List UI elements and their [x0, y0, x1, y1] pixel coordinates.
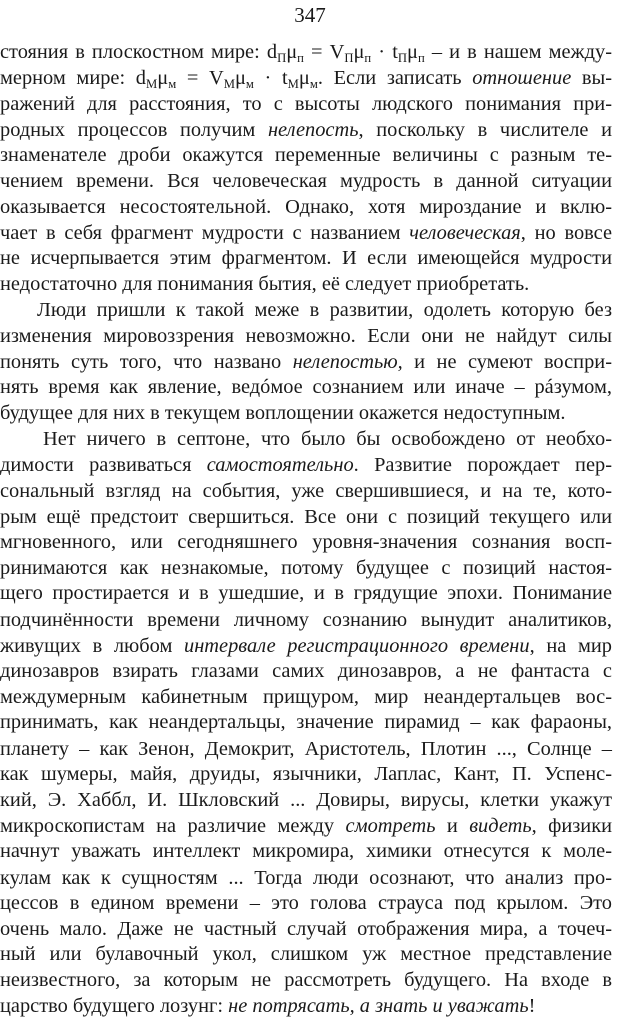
- text-line: [0, 528, 612, 556]
- text-span: кий, Э. Хаббл, И. Шкловский ... Довиры, вирусы, клетки укажут: [0, 789, 612, 812]
- text-span: живущих в любом: [0, 634, 184, 657]
- text-line: [0, 167, 612, 195]
- text-span: , на мир: [529, 634, 612, 657]
- text-line: [0, 116, 612, 144]
- text-span: сональный взгляд на события, уже свершившиеся, и на те, кото-: [0, 479, 612, 502]
- page-number: 347: [294, 3, 326, 27]
- text-span: будущее для них в текущем воплощении окажется недоступным.: [0, 402, 566, 425]
- text-span: μ: [286, 41, 298, 64]
- text-span: !: [528, 994, 536, 1017]
- text-line: [0, 554, 612, 582]
- text-line: [0, 606, 612, 634]
- text-line: [0, 864, 612, 892]
- text-span: оказывается несостоятельной. Однако, хотя мироздание и вклю-: [0, 195, 612, 218]
- text-span: димости развиваться: [0, 454, 207, 477]
- text-span: очень мало. Даже не частный случай отображения мира, а точеч-: [0, 918, 612, 941]
- italic-text: самостоятельно: [206, 454, 354, 477]
- text-span: = V: [176, 66, 224, 89]
- text-span: планету – как Зенон, Демокрит, Аристотель, Плотин ..., Солнце –: [0, 737, 612, 760]
- text-line: [0, 270, 612, 298]
- text-span: изменения мировоззрения невозможно. Если они не найдут силы: [0, 324, 612, 347]
- text-span: Люди пришли к такой меже в развитии, одолеть которую без: [37, 299, 612, 322]
- italic-text: нелепость: [267, 118, 359, 141]
- text-span: Нет ничего в септоне, что было бы освобождено от необхо-: [43, 428, 612, 451]
- text-line: [0, 837, 612, 865]
- text-line: [0, 244, 612, 272]
- text-line: [0, 966, 612, 994]
- text-span: = V: [303, 41, 345, 64]
- italic-text: нелепостью,: [292, 350, 403, 373]
- text-span: микроскопистам на различие между: [0, 815, 346, 838]
- text-span: не исчерпывается этим фрагментом. И если имеющейся мудрости: [0, 246, 612, 269]
- italic-text: интервале регистрационного времени: [184, 634, 530, 657]
- text-span: · t: [253, 66, 288, 89]
- text-span: стояния в плоскостном мире: d: [0, 41, 278, 64]
- text-line: [0, 219, 612, 247]
- text-line: [0, 786, 612, 814]
- subscript: П: [344, 51, 354, 66]
- text-line: [43, 425, 612, 453]
- text-line: [0, 141, 612, 169]
- subscript: п: [364, 51, 372, 66]
- text-span: μ: [157, 66, 169, 89]
- text-span: и не сумеют воспри-: [402, 350, 612, 373]
- text-span: , но вовсе: [520, 221, 612, 244]
- text-span: чением времени. Вся человеческая мудрость в данной ситуации: [0, 170, 612, 193]
- italic-text: отношение: [472, 66, 572, 89]
- text-line: [0, 38, 612, 66]
- text-line: [0, 735, 612, 763]
- text-line: [0, 451, 612, 479]
- text-line: [0, 503, 612, 531]
- subscript: м: [168, 76, 177, 91]
- text-span: , физики: [531, 815, 613, 838]
- italic-text: не потрясать, а знать и уважать: [228, 994, 529, 1017]
- text-span: и: [435, 815, 470, 838]
- subscript: м: [309, 76, 318, 91]
- text-line: [0, 579, 612, 607]
- subscript: м: [245, 76, 254, 91]
- text-span: . Развитие порождает пер-: [353, 454, 612, 477]
- text-line: [0, 812, 612, 840]
- text-span: вы-: [571, 66, 613, 89]
- text-span: родных процессов получим: [0, 118, 268, 141]
- text-span: междумерным кабинетным прищуром, мир неандертальцев вос-: [0, 686, 612, 709]
- subscript: М: [146, 76, 158, 91]
- text-line: [37, 296, 612, 324]
- text-span: μ: [353, 41, 365, 64]
- text-span: царство будущего лозунг:: [0, 994, 229, 1017]
- text-line: [0, 373, 612, 401]
- text-span: щего простирается и в ушедшие, и в грядущие эпохи. Понимание: [0, 582, 612, 605]
- text-span: принимать, как неандертальцы, значение пирамид – как фараоны,: [0, 711, 612, 734]
- text-line: [0, 348, 612, 376]
- italic-text: человеческая: [409, 221, 521, 244]
- text-span: – и в нашем между-: [424, 41, 613, 64]
- text-span: ражений для расстояния, то с высоты людского понимания при-: [0, 92, 612, 115]
- text-line: [0, 193, 612, 221]
- subscript: п: [297, 51, 304, 66]
- subscript: П: [277, 51, 287, 66]
- subscript: п: [417, 51, 425, 66]
- text-span: чает в себя фрагмент мудрости с названием: [0, 221, 410, 244]
- text-line: [0, 399, 612, 427]
- text-span: подчинённости времени личному сознанию вынудит аналитиков,: [0, 608, 612, 631]
- text-span: кулам как к сущностям ... Тогда люди осознают, что анализ про-: [0, 866, 612, 889]
- italic-text: смотреть: [345, 815, 436, 838]
- text-line: [0, 683, 612, 711]
- text-span: . Если записать: [317, 66, 473, 89]
- text-span: начнут уважать интеллект микромира, химики отнесутся к моле-: [0, 840, 612, 863]
- text-line: [0, 760, 612, 788]
- text-span: недостаточно для понимания бытия, её следует приобретать.: [0, 273, 530, 296]
- text-span: цессов в едином времени – это голова страуса под крылом. Это: [0, 891, 612, 914]
- text-line: [0, 632, 612, 660]
- text-line: [0, 64, 612, 92]
- text-span: ный или булавочный укол, слишком уж местное представление: [0, 943, 612, 966]
- text-span: знаменателе дроби окажутся переменные величины с разным те-: [0, 144, 612, 167]
- text-span: μ: [298, 66, 310, 89]
- text-line: [0, 915, 612, 943]
- text-span: · t: [371, 41, 398, 64]
- text-span: как шумеры, майя, друиды, язычники, Лаплас, Кант, П. Успенс-: [0, 762, 612, 785]
- text-span: мерном мире: d: [0, 66, 147, 89]
- text-span: понять суть того, что названо: [0, 350, 293, 373]
- text-span: μ: [407, 41, 418, 64]
- text-span: неизвестного, за которым не рассмотреть будущего. На входе в: [0, 969, 612, 992]
- text-line: [0, 322, 612, 350]
- subscript: М: [223, 76, 235, 91]
- text-line: [0, 657, 612, 685]
- text-line: [0, 477, 612, 505]
- text-span: нять время как явление, ведóмое сознанием или иначе – рáзумом,: [0, 375, 612, 398]
- text-line: [0, 708, 612, 736]
- text-span: μ: [234, 66, 246, 89]
- subscript: П: [397, 51, 407, 66]
- italic-text: видеть: [469, 815, 532, 838]
- text-line: [0, 90, 612, 118]
- text-span: , поскольку в числителе и: [358, 118, 612, 141]
- text-span: рым ещё предстоит свершиться. Все они с позиций текущего или: [0, 505, 612, 528]
- subscript: М: [287, 76, 299, 91]
- text-span: мгновенного, или сегодняшнего уровня-значения сознания восп-: [0, 531, 612, 554]
- text-span: динозавров взирать глазами самих динозавров, а не фантаста с: [0, 660, 612, 683]
- text-line: [0, 992, 612, 1020]
- text-span: ринимаются как незнакомые, потому будущее с позиций настоя-: [0, 557, 612, 580]
- text-line: [0, 940, 612, 968]
- text-line: [0, 889, 612, 917]
